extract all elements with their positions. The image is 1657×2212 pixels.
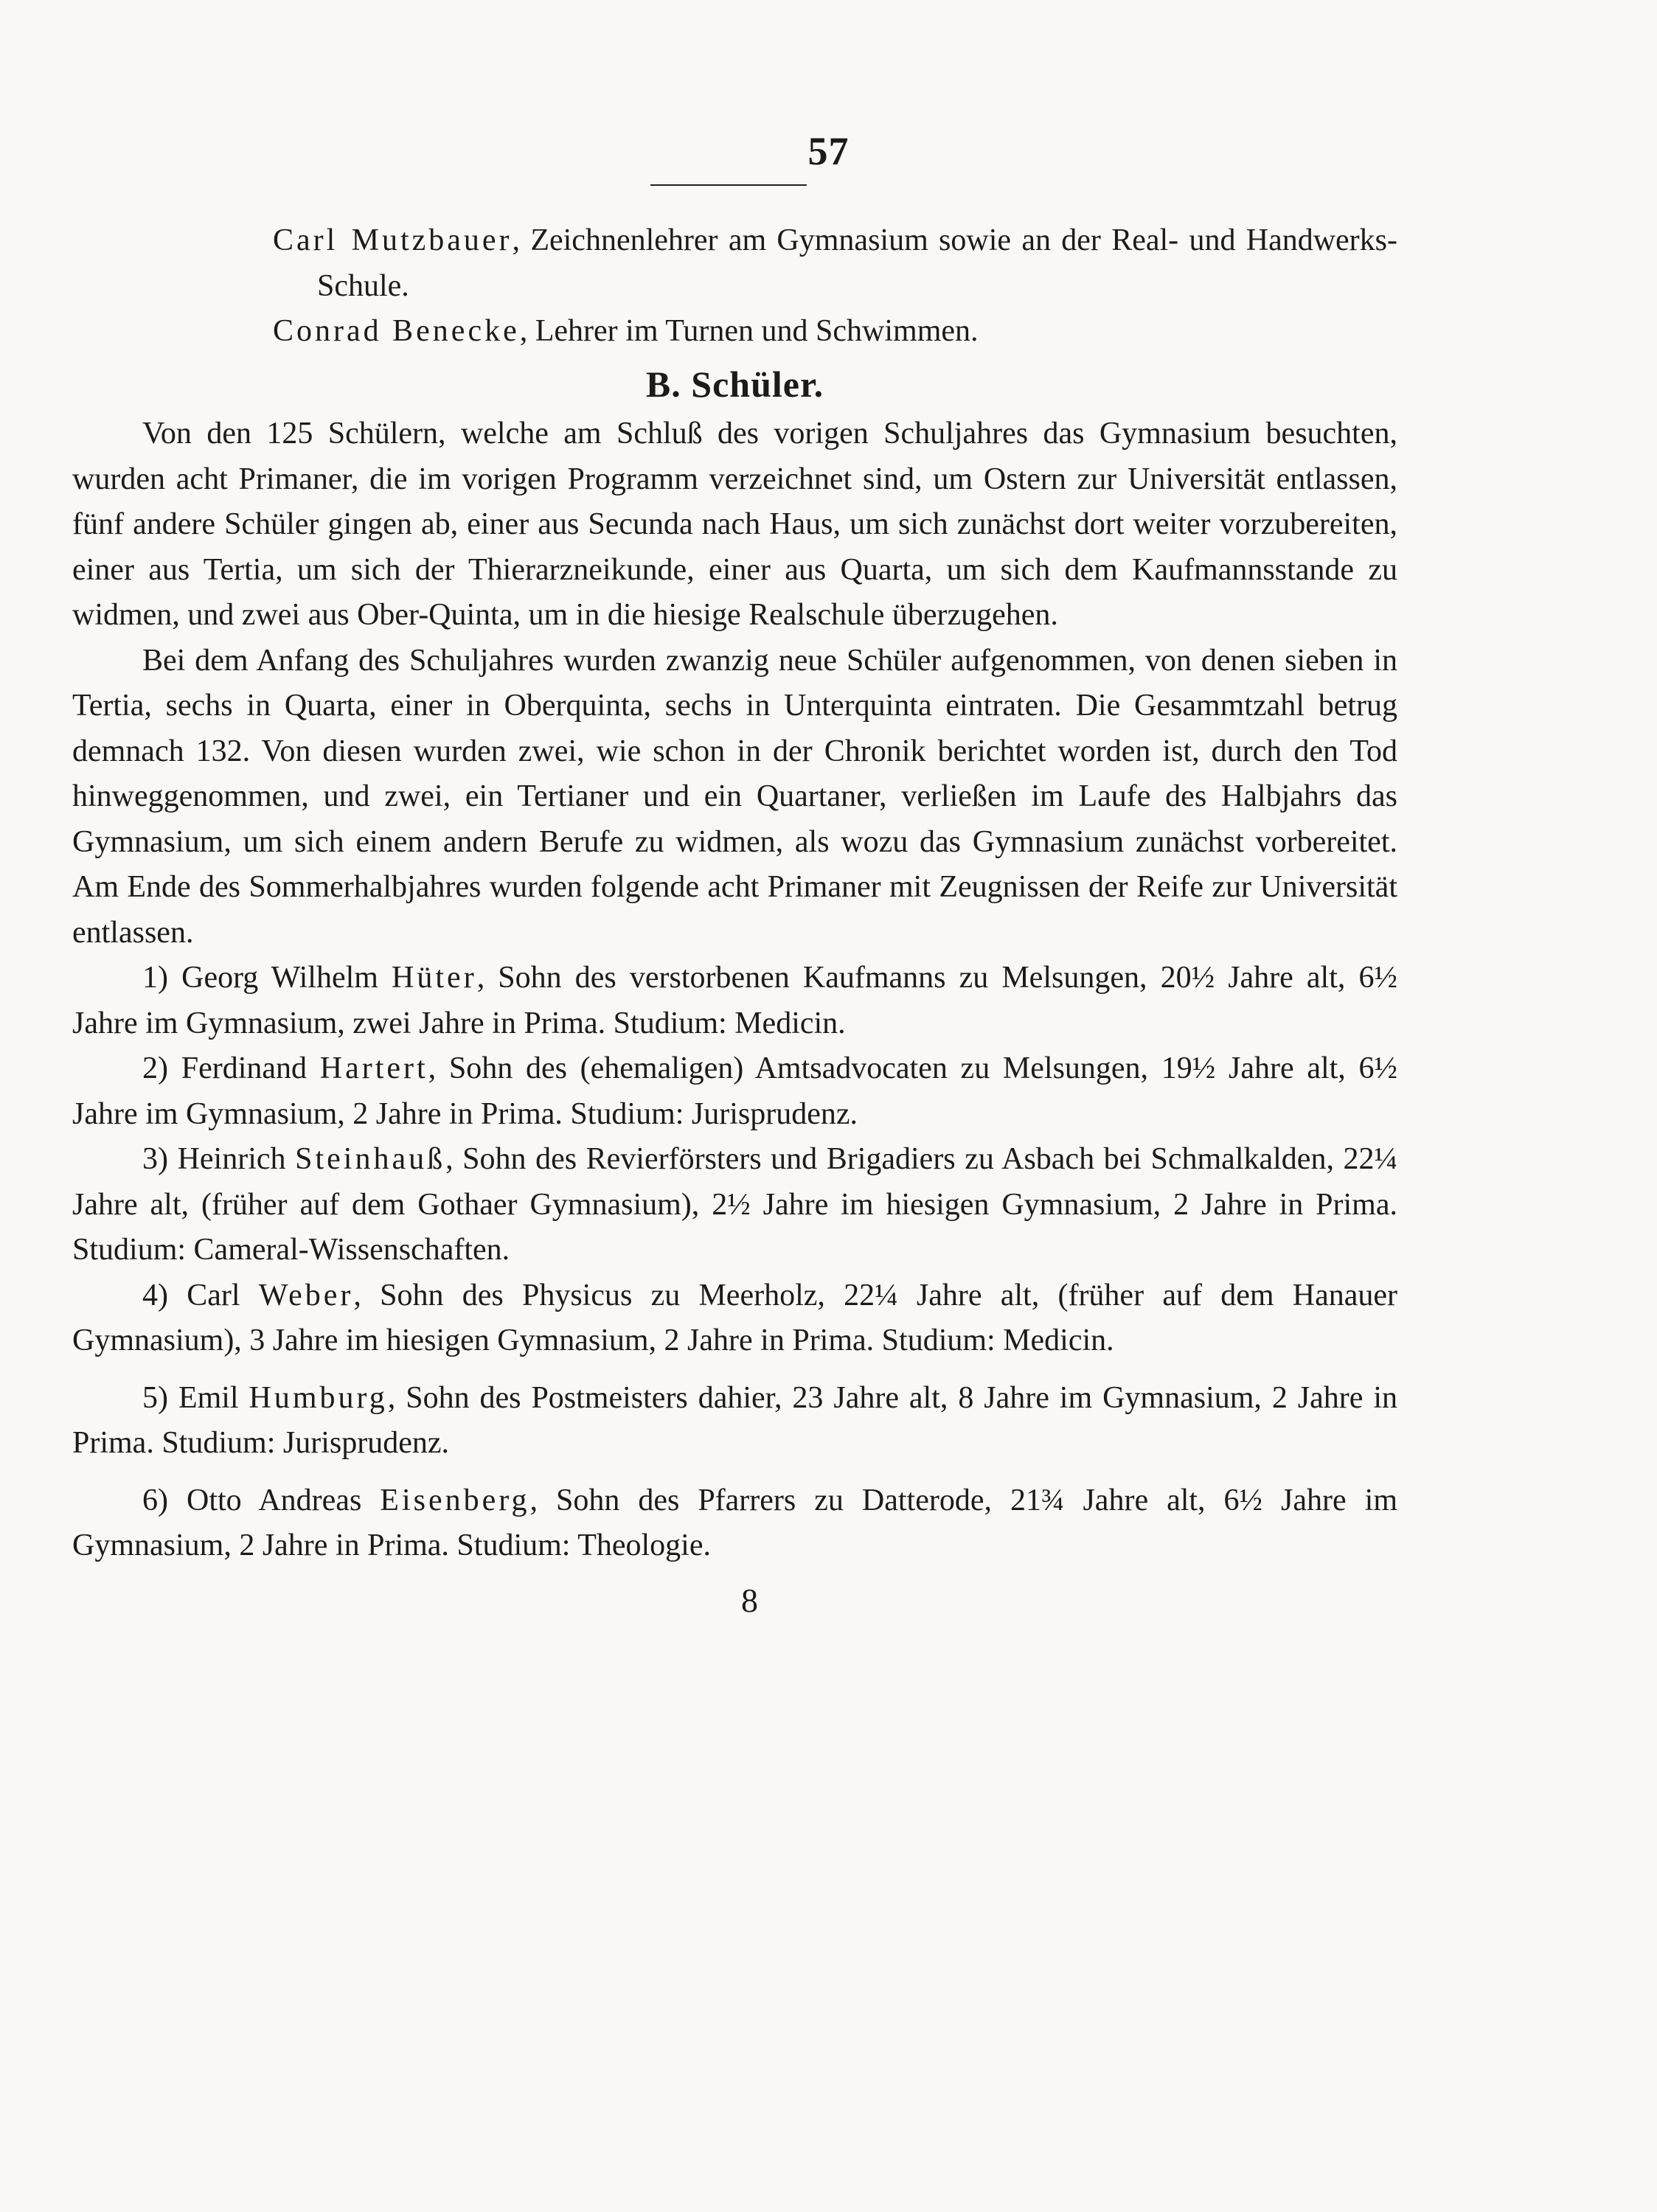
entry-number: 5) [142, 1380, 168, 1415]
staff-name: Carl Mutzbauer [273, 223, 513, 257]
paragraph: Bei dem Anfang des Schuljahres wurden zwanzig neue Schüler aufgenommen, von denen sieben in Tertia, sechs in Quarta, einer in Oberquinta, sechs in Unterquinta eintraten. Die Gesammtzahl betrug demnach 132. Von diesen wurden zwei, wie schon in der Chronik berichtet worden ist, durch den Tod hinweggenommen, und zwei, ein Tertianer und ein Quartaner, verließen im Laufe des Halbjahrs das Gymnasium, um sich einem andern Berufe zu widmen, als wozu das Gymnasium zunächst vorbereitet. Am Ende des Sommerhalbjahres wurden folgende acht Primaner mit Zeugnissen der Reife zur Universität entlassen. [72, 643, 1397, 950]
staff-text: , Zeichnenlehrer am Gymnasium sowie an der Real- und Handwerks-Schule. [317, 223, 1397, 303]
staff-entry [72, 218, 1397, 309]
graduate-surname: Hartert [319, 1051, 428, 1085]
entry-number: 2) [142, 1051, 168, 1085]
signature-mark: 8 [741, 1581, 758, 1619]
graduate-first-name: Carl [187, 1278, 240, 1312]
entry-number: 4) [142, 1278, 168, 1312]
section-heading: B. Schüler. [645, 363, 824, 405]
header-rule [650, 184, 807, 186]
graduate-entry [72, 1478, 1397, 1569]
graduate-first-name: Emil [178, 1380, 239, 1415]
staff-entry [72, 309, 1397, 355]
graduate-details: , Sohn des Revierförsters und Brigadiers zu Asbach bei Schmalkalden, 22¼ Jahre alt, (früher auf dem Gothaer Gymnasium), 2½ Jahre im hiesigen Gymnasium, 2 Jahre in Prima. Studium: Cameral-Wissenschaften. [72, 1142, 1398, 1267]
graduate-details: , Sohn des Postmeisters dahier, 23 Jahre alt, 8 Jahre im Gymnasium, 2 Jahre in Prima. Studium: Jurisprudenz. [72, 1380, 1397, 1460]
graduate-entry [72, 1046, 1397, 1137]
graduate-surname: Weber [258, 1278, 354, 1312]
graduate-entry [72, 956, 1397, 1046]
staff-text: , Lehrer im Turnen und Schwimmen. [519, 314, 979, 348]
entry-number: 1) [142, 961, 168, 995]
graduate-details: , Sohn des (ehemaligen) Amtsadvocaten zu Melsungen, 19½ Jahre alt, 6½ Jahre im Gymnasium, 2 Jahre in Prima. Studium: Jurisprudenz. [72, 1051, 1398, 1131]
graduate-details: , Sohn des Pfarrers zu Datterode, 21¾ Jahre alt, 6½ Jahre im Gymnasium, 2 Jahre in Prima. Studium: Theologie. [72, 1483, 1398, 1562]
graduate-first-name: Otto Andreas [187, 1483, 362, 1517]
graduate-details: , Sohn des Physicus zu Meerholz, 22¼ Jahre alt, (früher auf dem Hanauer Gymnasium), 3 Jahre im hiesigen Gymnasium, 2 Jahre in Prima. Studium: Medicin. [72, 1278, 1397, 1357]
graduate-first-name: Ferdinand [181, 1051, 308, 1085]
entry-number: 6) [142, 1483, 168, 1517]
staff-name: Conrad Benecke [273, 314, 520, 348]
graduate-surname: Eisenberg [380, 1483, 530, 1517]
graduate-surname: Steinhauß [295, 1142, 446, 1176]
graduate-first-name: Georg Wilhelm [181, 961, 378, 995]
page-number: 57 [807, 129, 850, 173]
graduate-entry [72, 1273, 1397, 1364]
graduate-first-name: Heinrich [177, 1142, 286, 1176]
graduate-entry [72, 1376, 1397, 1467]
paragraph: Von den 125 Schülern, welche am Schluß des vorigen Schuljahres das Gymnasium besuchten, wurden acht Primaner, die im vorigen Programm verzeichnet sind, um Ostern zur Universität entlassen, fünf andere Schüler gingen ab, einer aus Secunda nach Haus, um sich zunächst dort weiter vorzubereiten, einer aus Tertia, um sich der Thierarzneikunde, einer aus Quarta, um sich dem Kaufmannsstande zu widmen, und zwei aus Ober-Quinta, um in die hiesige Realschule überzugehen. [72, 417, 1397, 632]
graduate-surname: Hüter [392, 961, 477, 995]
page-body [72, 218, 1397, 1623]
graduate-details: , Sohn des verstorbenen Kaufmanns zu Melsungen, 20½ Jahre alt, 6½ Jahre im Gymnasium, zwei Jahre in Prima. Studium: Medicin. [72, 961, 1398, 1040]
graduate-surname: Humburg [249, 1380, 388, 1415]
entry-number: 3) [142, 1142, 168, 1176]
graduate-entry [72, 1137, 1397, 1273]
